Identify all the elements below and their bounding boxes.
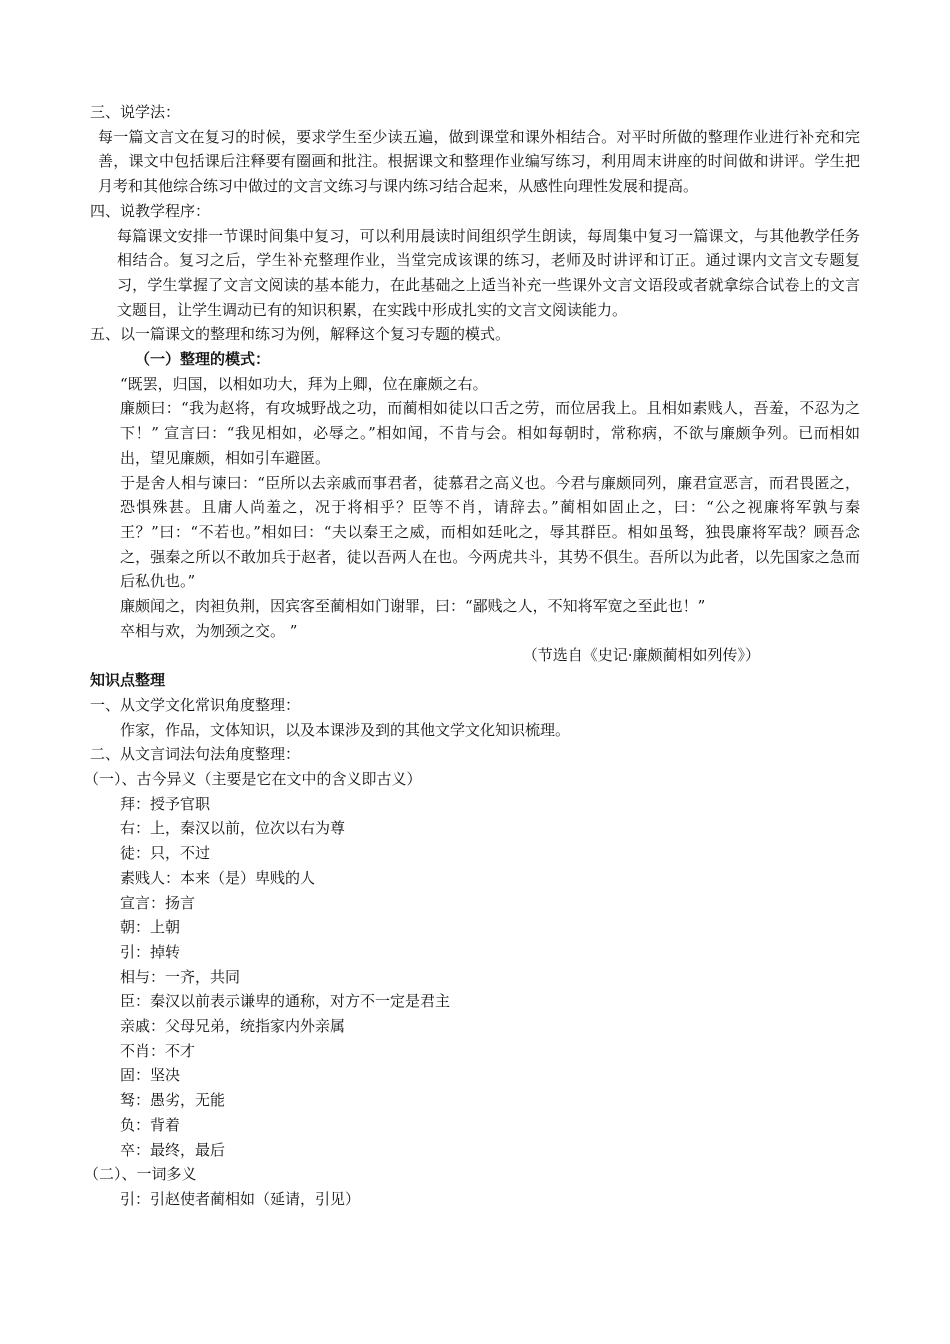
group-heading-1: （一）、古今异义（主要是它在文中的含义即古义） bbox=[84, 769, 422, 788]
term-item: 不肖：不才 bbox=[120, 1041, 196, 1060]
term-item: 引：掉转 bbox=[120, 942, 181, 961]
term-item: 臣：秦汉以前表示谦卑的通称，对方不一定是君主 bbox=[120, 992, 451, 1011]
polysemy-item: 引：引赵使者蔺相如（延请，引见） bbox=[120, 1189, 361, 1208]
passage-paragraph: 卒相与欢，为刎颈之交。 ” bbox=[120, 621, 298, 640]
term-item: 固：坚决 bbox=[120, 1066, 181, 1085]
subsection-heading: （一）整理的模式： bbox=[135, 350, 271, 369]
term-item: 拜：授予官职 bbox=[120, 794, 211, 813]
passage-paragraph: 廉颇闻之，肉袒负荆，因宾客至蔺相如门谢罪，曰：“鄙贱之人，不知将军宽之至此也！” bbox=[120, 597, 706, 616]
section-3-paragraph: 每一篇文言文在复习的时候，要求学生至少读五遍，做到课堂和课外相结合。对平时所做的整理作业进行补充和完善，课文中包括课后注释要有圈画和批注。根据课文和整理作业编写练习，利用周末讲座的时间做和讲评。学生把月考和其他综合练习中做过的文言文练习与课内练习结合起来，从感性向理性发展和提高。 bbox=[98, 127, 860, 196]
section-3-heading: 三、说学法： bbox=[90, 103, 181, 121]
knowledge-title: 知识点整理 bbox=[90, 671, 166, 690]
passage-paragraph: 于是舍人相与谏曰：“臣所以去亲戚而事君者，徒慕君之高义也。今君与廉颇同列，廉君宣恶言，而君畏匿之，恐惧殊甚。且庸人尚羞之，况于将相乎？臣等不肖，请辞去。”蔺相如固止之，曰：“公之视廉将军孰与秦王？”曰：“不若也。”相如曰：“夫以秦王之威，而相如廷叱之，辱其群臣。相如虽驽，独畏廉将军哉？顾吾念之，强秦之所以不敢加兵于赵者，徒以吾两人在也。今两虎共斗，其势不俱生。吾所以为此者，以先国家之急而后私仇也。” bbox=[120, 473, 860, 591]
knowledge-heading-2: 二、从文言词法句法角度整理： bbox=[90, 745, 301, 764]
section-4-heading: 四、说教学程序： bbox=[90, 201, 211, 220]
section-5-heading: 五、以一篇课文的整理和练习为例，解释这个复习专题的模式。 bbox=[90, 325, 511, 344]
term-item: 朝：上朝 bbox=[120, 918, 181, 937]
knowledge-text-1: 作家，作品，文体知识，以及本课涉及到的其他文学文化知识梳理。 bbox=[120, 720, 571, 739]
passage-paragraph: 廉颇曰：“我为赵将，有攻城野战之功，而蔺相如徒以口舌之劳，而位居我上。且相如素贱人，吾羞，不忍为之下！” 宣言曰：“我见相如，必辱之。”相如闻，不肯与会。相如每朝时，常称病，不欲与廉颇争列。已而相如出，望见廉颇，相如引车避匿。 bbox=[120, 399, 860, 467]
term-item: 驽：愚劣，无能 bbox=[120, 1091, 226, 1110]
group-heading-2: （二）、一词多义 bbox=[84, 1165, 197, 1184]
term-item: 卒：最终，最后 bbox=[120, 1140, 226, 1159]
knowledge-heading-1: 一、从文学文化常识角度整理： bbox=[90, 695, 301, 714]
term-item: 亲戚：父母兄弟，统指家内外亲属 bbox=[120, 1017, 346, 1036]
term-item: 负：背着 bbox=[120, 1115, 181, 1134]
term-item: 右：上，秦汉以前，位次以右为尊 bbox=[120, 819, 346, 838]
term-item: 相与：一齐，共同 bbox=[120, 967, 241, 986]
passage-source: （节选自《史记·廉颇蔺相如列传》） bbox=[522, 646, 760, 665]
section-4-paragraph: 每篇课文安排一节课时间集中复习，可以利用晨读时间组织学生朗读，每周集中复习一篇课文，与其他教学任务相结合。复习之后，学生补充整理作业，当堂完成该课的练习，老师及时讲评和订正。通过课内文言文专题复习，学生掌握了文言文阅读的基本能力，在此基础之上适当补充一些课外文言文语段或者就拿综合试卷上的文言文题目，让学生调动已有的知识积累，在实践中形成扎实的文言文阅读能力。 bbox=[117, 226, 860, 319]
document-page bbox=[84, 100, 860, 1212]
term-item: 徒：只，不过 bbox=[120, 844, 211, 863]
term-item: 素贱人：本来（是）卑贱的人 bbox=[120, 868, 316, 887]
passage-paragraph: “既罢，归国，以相如功大，拜为上卿，位在廉颇之右。 bbox=[120, 374, 488, 393]
term-item: 宣言：扬言 bbox=[120, 893, 196, 912]
